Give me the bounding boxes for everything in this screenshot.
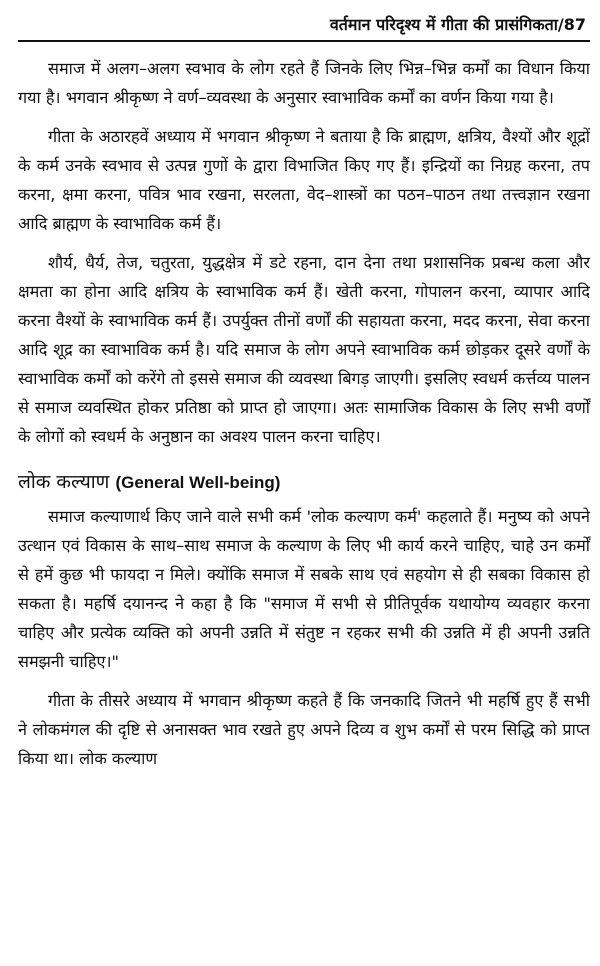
paragraph-varna-intro: समाज में अलग–अलग स्वभाव के लोग रहते हैं जिनके लिए भिन्न–भिन्न कर्मों का विधान किया गया है। भगवान श्रीकृष्ण ने वर्ण–व्यवस्था के अनुसार स्वाभाविक कर्मों का वर्णन किया गया है।	[18, 59, 590, 107]
section-heading-english: (General Well-being)	[115, 473, 281, 492]
section-heading	[18, 467, 590, 498]
running-title: वर्तमान परिदृश्य में गीता की प्रासंगिकता	[329, 15, 558, 34]
page-number: 87	[563, 15, 586, 34]
header-rule	[18, 40, 590, 42]
paragraph-brahmin-duties: गीता के अठारहवें अध्याय में भगवान श्रीकृष्ण ने बताया है कि ब्राह्मण, क्षत्रिय, वैश्यों और शूद्रों के कर्म उनके स्वभाव से उत्पन्न गुणों के द्वारा विभाजित किए गए हैं। इन्द्रियों का निग्रह करना, तप करना, क्षमा करना, पवित्र भाव रखना, सरलता, वेद–शास्त्रों का पठन–पाठन तथा तत्त्वज्ञान रखना आदि ब्राह्मण के स्वाभाविक कर्म हैं।	[18, 127, 590, 233]
header-separator: /	[557, 15, 564, 34]
paragraph-gita-chapter-three: गीता के तीसरे अध्याय में भगवान श्रीकृष्ण कहते हैं कि जनकादि जितने भी महर्षि हुए हैं सभी ने लोकमंगल की दृष्टि से अनासक्त भाव रखते हुए अपने दिव्य व शुभ कर्मों से परम सिद्धि को प्राप्त किया था। लोक कल्याण	[18, 691, 590, 768]
paragraph-lok-kalyan: समाज कल्याणार्थ किए जाने वाले सभी कर्म 'लोक कल्याण कर्म' कहलाते हैं। मनुष्य को अपने उत्थान एवं विकास के साथ–साथ समाज के कल्याण के लिए भी कार्य करने चाहिए, चाहे उन कर्मों से हमें कुछ भी फायदा न मिले। क्योंकि समाज में सबके साथ एवं सहयोग से ही सबका विकास हो सकता है। महर्षि दयानन्द ने कहा है कि "समाज में सभी से प्रीतिपूर्वक यथायोग्य व्यवहार करना चाहिए और प्रत्येक व्यक्ति को अपनी उन्नति में संतुष्ट न रहकर सभी की उन्नति में ही अपनी उन्नति समझनी चाहिए।"	[18, 507, 590, 671]
running-header	[18, 14, 590, 36]
paragraph-kshatriya-vaishya-shudra: शौर्य, धैर्य, तेज, चतुरता, युद्धक्षेत्र में डटे रहना, दान देना तथा प्रशासनिक प्रबन्ध कला और क्षमता का होना आदि क्षत्रिय के स्वाभाविक कर्म हैं। खेती करना, गोपालन करना, व्यापार आदि करना वैश्यों के स्वाभाविक कर्म हैं। उपर्युक्त तीनों वर्णों की सहायता करना, मदद करना, सेवा करना आदि शूद्र का स्वाभाविक कर्म है। यदि समाज के लोग अपने स्वाभाविक कर्म छोड़कर दूसरे वर्णों के स्वाभाविक कर्मों को करेंगे तो इससे समाज की व्यवस्था बिगड़ जाएगी। इसलिए स्वधर्म कर्त्तव्य पालन से समाज व्यवस्थित होकर प्रतिष्ठा को प्राप्त हो जाएगा। अतः सामाजिक विकास के लिए सभी वर्णों के लोगों को स्वधर्म के अनुष्ठान का अवश्य पालन करना चाहिए।	[18, 253, 590, 446]
section-heading-hindi: लोक कल्याण	[18, 471, 110, 493]
